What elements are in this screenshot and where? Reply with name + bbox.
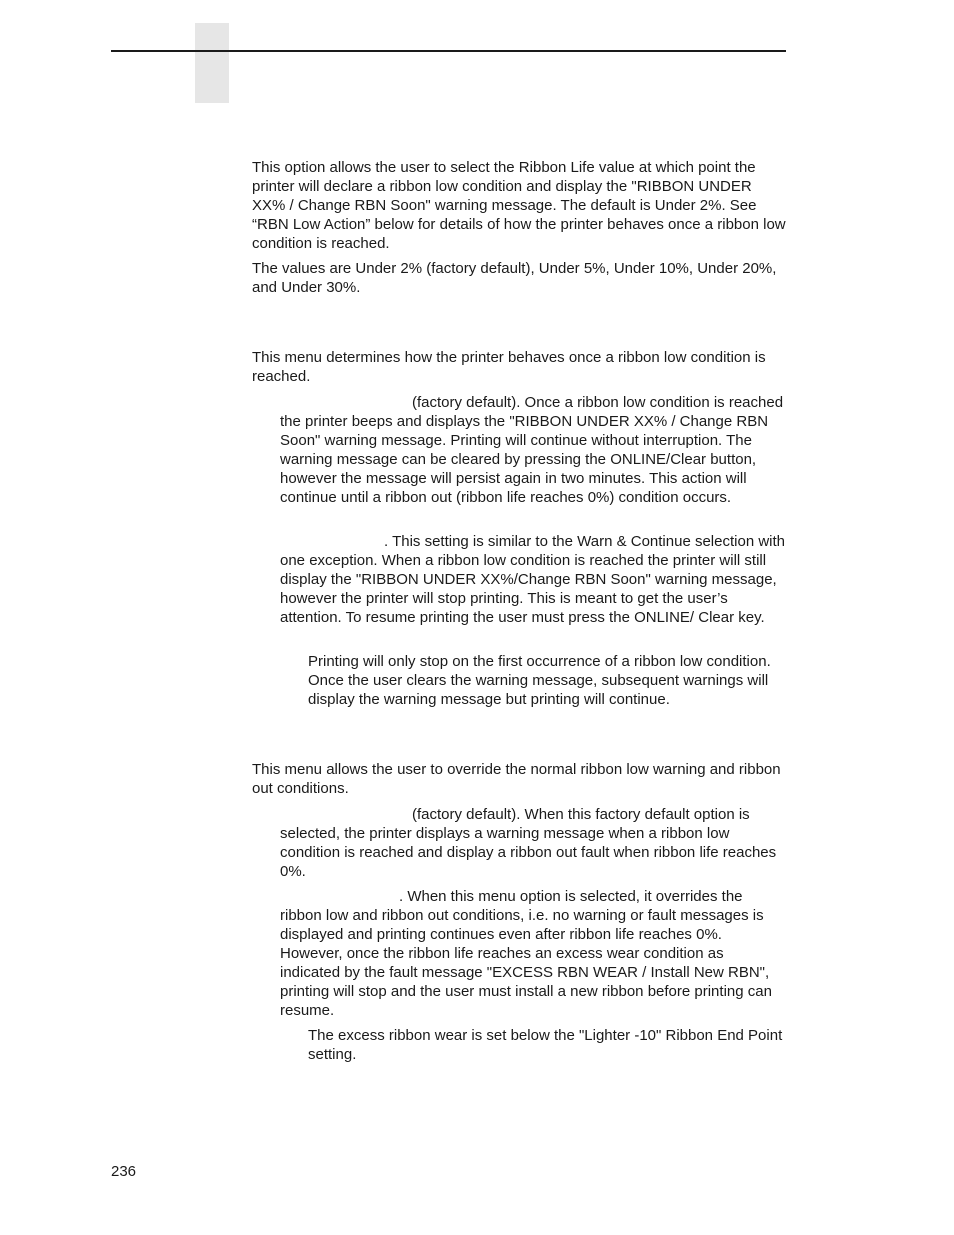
header-rule xyxy=(111,50,786,52)
rbn-low-action-option-2: . This setting is similar to the Warn & Continue selection with one exception. When a ribbon low condition is reached the printer will still display the "RIBBON UNDER XX%/Change RBN Soon" warning message, however the printer will stop printing. This is meant to get the user’s attention. To resume printing the user must press the ONLINE/ Clear key. xyxy=(280,533,786,626)
rbn-low-action-note: Printing will only stop on the first occurrence of a ribbon low condition. Once the user clears the warning message, subsequent warnings will display the warning message but printing will continue. xyxy=(308,653,771,708)
ribbon-override-option-1: (factory default). When this factory default option is selected, the printer displays a warning message when a ribbon low condition is reached and display a ribbon out fault when ribbon life reaches 0%. xyxy=(280,806,777,880)
ribbon-override-note: The excess ribbon wear is set below the "Lighter -10" Ribbon End Point setting. xyxy=(308,1027,783,1063)
ribbon-override-option-2: . When this menu option is selected, it overrides the ribbon low and ribbon out conditions, i.e. no warning or fault messages is displayed and printing continues even after ribbon life reaches 0%. However, once the ribbon life reaches an excess wear condition as indicated by the fault message "EXCESS RBN WEAR / Install New RBN", printing will stop and the user must install a new ribbon before printing can resume. xyxy=(280,888,772,1019)
page-number: 236 xyxy=(111,1163,137,1180)
rbn-low-action-option-1: (factory default). Once a ribbon low condition is reached the printer beeps and displays the "RIBBON UNDER XX% / Change RBN Soon" warning message. Printing will continue without interruption. The warning message can be cleared by pressing the ONLINE/Clear button, however the message will persist again in two minutes. This action will continue until a ribbon out (ribbon life reaches 0%) condition occurs. xyxy=(280,394,784,506)
ribbon-low-level-values: The values are Under 2% (factory default), Under 5%, Under 10%, Under 20%, and Under 30%. xyxy=(252,260,777,296)
ribbon-override-description: This menu allows the user to override the normal ribbon low warning and ribbon out conditions. xyxy=(252,761,781,797)
ribbon-low-level-description: This option allows the user to select the Ribbon Life value at which point the printer will declare a ribbon low condition and display the "RIBBON UNDER XX% / Change RBN Soon" warning message. The default is Under 2%. See “RBN Low Action” below for details of how the printer behaves once a ribbon low condition is reached. xyxy=(252,159,786,252)
chapter-tab xyxy=(195,23,229,103)
rbn-low-action-description: This menu determines how the printer behaves once a ribbon low condition is reached. xyxy=(252,349,766,385)
